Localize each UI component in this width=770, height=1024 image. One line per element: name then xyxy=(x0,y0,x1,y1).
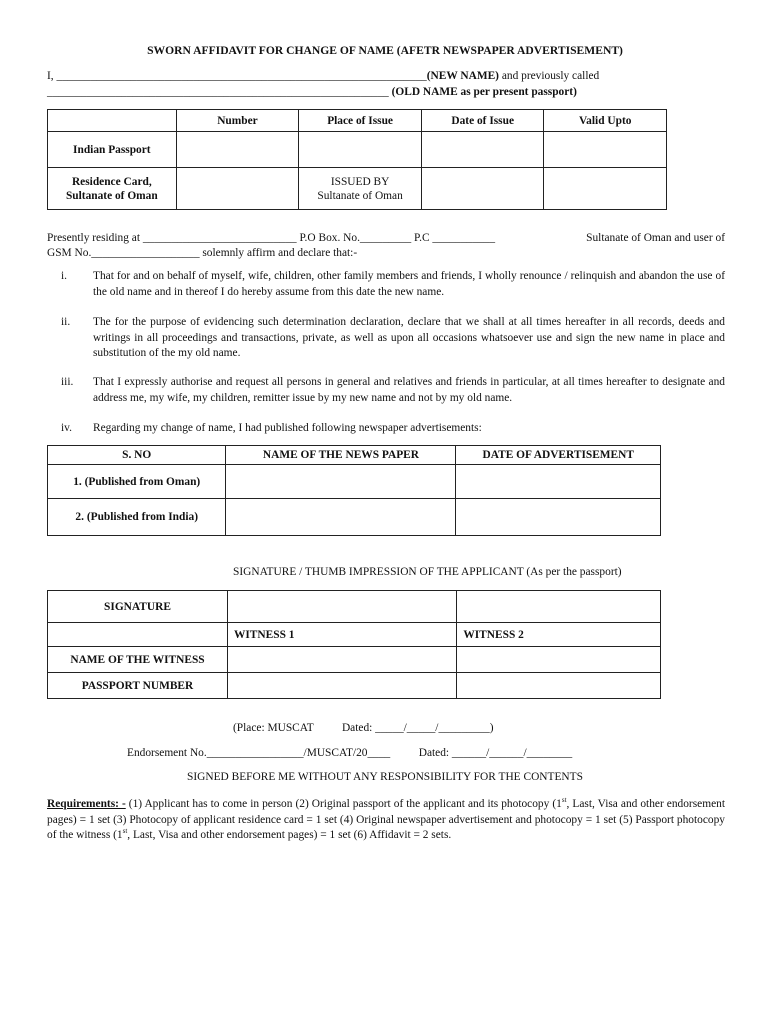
passport-number-cell[interactable] xyxy=(176,132,299,168)
item-number: iii. xyxy=(61,376,74,388)
signature-caption: SIGNATURE / THUMB IMPRESSION OF THE APPLICANT (As per the passport) xyxy=(233,566,622,578)
news-header-date: DATE OF ADVERTISEMENT xyxy=(456,446,661,465)
residing-line-1 xyxy=(47,230,725,246)
item-number: ii. xyxy=(61,316,71,328)
issued-by-line2: Sultanate of Oman xyxy=(317,189,403,202)
requirements-paragraph xyxy=(47,797,725,844)
row-indian-passport: Indian Passport xyxy=(48,132,177,168)
issued-by-line1: ISSUED BY xyxy=(330,175,390,188)
declaration-item xyxy=(47,269,725,300)
name-of-witness-label: NAME OF THE WITNESS xyxy=(48,647,228,673)
item-text: The for the purpose of evidencing such determination declaration, declare that we shall at all times hereafter in all records, deeds and writings in all proceedings and transactions, private, as well as upon all occasions whatsoever use and sign the new name in place and substitution of the my old name. xyxy=(93,316,725,359)
item-text: Regarding my change of name, I had published following newspaper advertisements: xyxy=(93,422,482,434)
new-name-blank[interactable]: _________________________________________________________________ xyxy=(56,70,427,82)
witness1-name-cell[interactable] xyxy=(227,647,456,673)
news-oman-date-cell[interactable] xyxy=(456,465,661,499)
doc-header-place: Place of Issue xyxy=(299,110,422,132)
residence-date-cell[interactable] xyxy=(421,168,544,210)
witness-header-blank xyxy=(48,623,228,647)
page-title: SWORN AFFIDAVIT FOR CHANGE OF NAME (AFETR NEWSPAPER ADVERTISEMENT) xyxy=(147,44,623,57)
news-row-india: 2. (Published from India) xyxy=(48,499,226,536)
witness1-signature-cell[interactable] xyxy=(227,591,456,623)
residence-card-line2: Sultanate of Oman xyxy=(65,189,158,202)
doc-header-valid: Valid Upto xyxy=(544,110,667,132)
endorsement-line[interactable]: Endorsement No._________________/MUSCAT/20____ Dated: ______/______/________ xyxy=(127,747,573,759)
doc-header-number: Number xyxy=(176,110,299,132)
residence-card-line1: Residence Card, xyxy=(71,175,152,188)
news-header-name: NAME OF THE NEWS PAPER xyxy=(226,446,456,465)
witness2-passport-cell[interactable] xyxy=(457,673,661,699)
newspaper-table xyxy=(47,445,661,536)
item-text: That I expressly authorise and request all persons in general and relatives and friends in particular, at all times hereafter to designate and address me, my wife, my children, remitter issue by my new name and not by my old name. xyxy=(93,376,725,404)
signature-table xyxy=(47,590,661,699)
doc-header-date: Date of Issue xyxy=(421,110,544,132)
row-residence-card xyxy=(48,168,177,210)
old-name-label: (OLD NAME as per present passport) xyxy=(391,86,577,98)
intro-line-2 xyxy=(47,84,725,100)
document-table xyxy=(47,109,667,210)
intro-line-1 xyxy=(47,68,725,84)
passport-date-cell[interactable] xyxy=(421,132,544,168)
requirements-label: Requirements: - xyxy=(47,798,126,810)
item-text: That for and on behalf of myself, wife, children, other family members and friends, I wholly renounce / relinquish and abandon the use of the old name and in thereof I do hereby assume from this date the new name. xyxy=(93,270,725,298)
news-row-oman: 1. (Published from Oman) xyxy=(48,465,226,499)
declaration-item xyxy=(47,421,725,437)
residence-place-cell xyxy=(299,168,422,210)
previously-called-text: and previously called xyxy=(501,70,600,82)
witness1-passport-cell[interactable] xyxy=(227,673,456,699)
passport-place-cell[interactable] xyxy=(299,132,422,168)
news-oman-name-cell[interactable] xyxy=(226,465,456,499)
item-number: iv. xyxy=(61,422,72,434)
news-header-sno: S. NO xyxy=(48,446,226,465)
signed-before-text: SIGNED BEFORE ME WITHOUT ANY RESPONSIBILITY FOR THE CONTENTS xyxy=(187,771,583,783)
witness1-label: WITNESS 1 xyxy=(227,623,456,647)
residence-number-cell[interactable] xyxy=(176,168,299,210)
residing-text[interactable]: Presently residing at ___________________________ P.O Box. No._________ P.C ___________ xyxy=(47,232,496,244)
i-prefix: I, xyxy=(47,70,54,82)
old-name-blank[interactable]: ____________________________________________________________ xyxy=(47,86,389,98)
residing-line-2[interactable]: GSM No.___________________ solemnly affirm and declare that:- xyxy=(47,247,358,259)
passport-number-label: PASSPORT NUMBER xyxy=(48,673,228,699)
signature-label: SIGNATURE xyxy=(48,591,228,623)
doc-header-blank xyxy=(48,110,177,132)
requirements-sup2: st xyxy=(122,827,128,836)
passport-valid-cell[interactable] xyxy=(544,132,667,168)
witness2-name-cell[interactable] xyxy=(457,647,661,673)
place-dated-line[interactable]: (Place: MUSCAT Dated: _____/_____/_________) xyxy=(233,722,494,734)
item-number: i. xyxy=(61,270,68,282)
requirements-part3: , Last, Visa and other endorsement pages) = 1 set (6) Affidavit = 2 sets. xyxy=(127,829,452,841)
witness2-label: WITNESS 2 xyxy=(457,623,661,647)
declaration-item xyxy=(47,375,725,406)
news-india-name-cell[interactable] xyxy=(226,499,456,536)
residing-oman-text: Sultanate of Oman and user of xyxy=(586,232,725,244)
requirements-part1: (1) Applicant has to come in person (2) Original passport of the applicant and its photocopy (1 xyxy=(128,798,562,810)
requirements-part2: , Last, Visa and other endorsement pages) = 1 set (3) Photocopy of applicant residence card = 1 set (4) Original newspaper advertisement and photocopy = 1 set (5) Passport photocopy of the witness (1 xyxy=(47,798,725,841)
residence-valid-cell[interactable] xyxy=(544,168,667,210)
declaration-item xyxy=(47,315,725,362)
news-india-date-cell[interactable] xyxy=(456,499,661,536)
witness2-signature-cell[interactable] xyxy=(457,591,661,623)
new-name-label: (NEW NAME) xyxy=(426,70,499,82)
requirements-sup1: st xyxy=(561,796,567,805)
